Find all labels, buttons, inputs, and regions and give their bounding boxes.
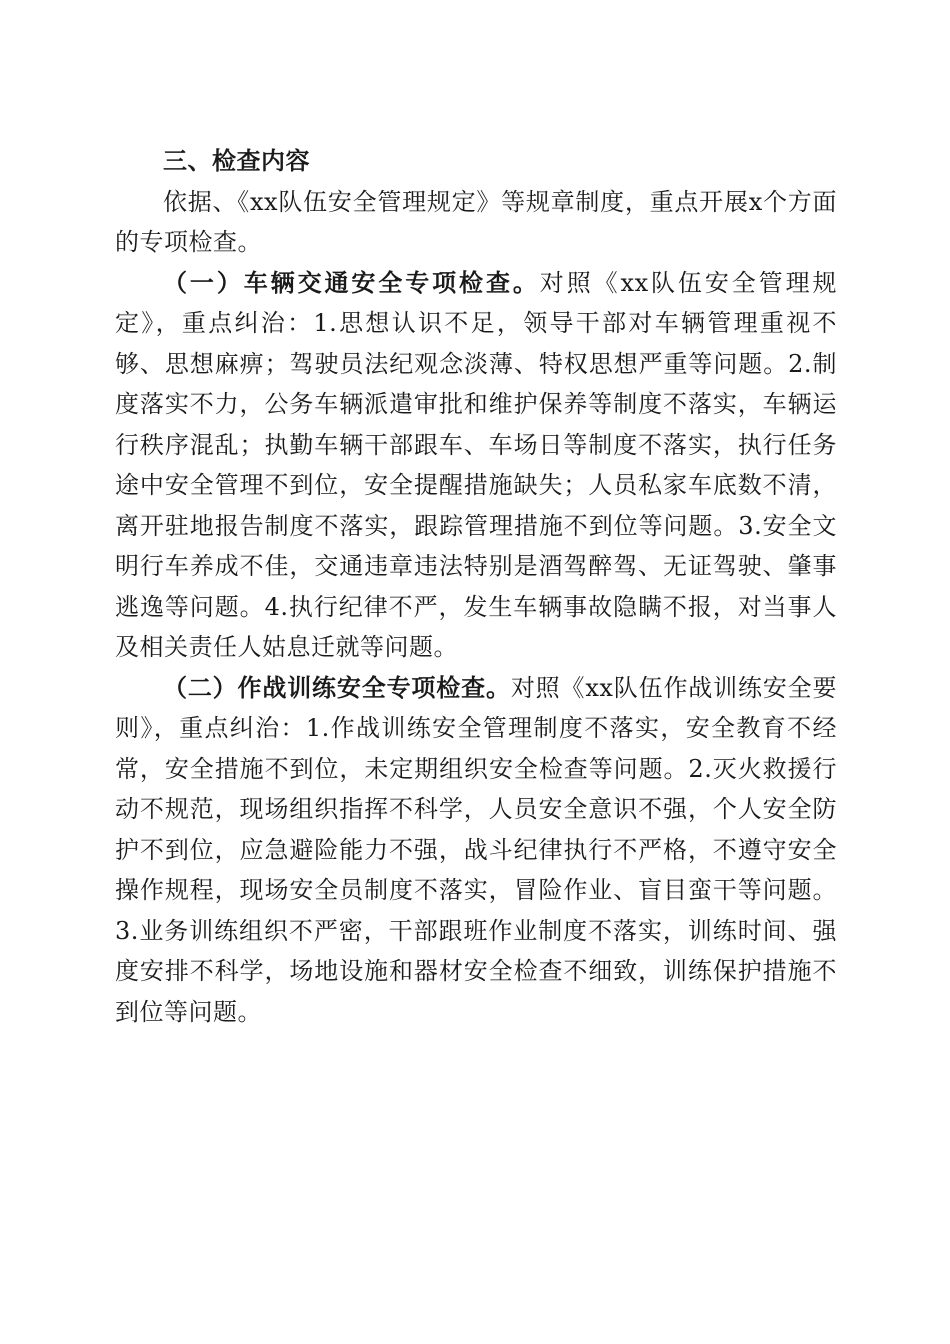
section-2-paragraph	[115, 668, 837, 1033]
section-1-paragraph	[115, 263, 837, 668]
section-heading: 三、检查内容	[163, 147, 310, 175]
section-2-title: （二）作战训练安全专项检查。	[163, 673, 511, 702]
section-1-body: 对照《xx队伍安全管理规定》，重点纠治：1.思想认识不足，领导干部对车辆管理重视不够、思想麻痹；驾驶员法纪观念淡薄、特权思想严重等问题。2.制度落实不力，公务车辆派遣审批和维护保养等制度不落实，车辆运行秩序混乱；执勤车辆干部跟车、车场日等制度不落实，执行任务途中安全管理不到位，安全提醒措施缺失；人员私家车底数不清，离开驻地报告制度不落实，跟踪管理措施不到位等问题。3.安全文明行车养成不佳，交通违章违法特别是酒驾醉驾、无证驾驶、肇事逃逸等问题。4.执行纪律不严，发生车辆事故隐瞒不报，对当事人及相关责任人姑息迁就等问题。	[115, 268, 838, 661]
section-2-body: 对照《xx队伍作战训练安全要则》，重点纠治：1.作战训练安全管理制度不落实，安全教育不经常，安全措施不到位，未定期组织安全检查等问题。2.灭火救援行动不规范，现场组织指挥不科学，人员安全意识不强，个人安全防护不到位，应急避险能力不强，战斗纪律执行不严格，不遵守安全操作规程，现场安全员制度不落实，冒险作业、盲目蛮干等问题。3.业务训练组织不严密，干部跟班作业制度不落实，训练时间、强度安排不科学，场地设施和器材安全检查不细致，训练保护措施不到位等问题。	[115, 673, 837, 1026]
section-1-title: （一）车辆交通安全专项检查。	[163, 268, 540, 297]
intro-paragraph: 依据、《xx队伍安全管理规定》等规章制度，重点开展x个方面的专项检查。	[115, 187, 837, 256]
document-content	[115, 141, 837, 1032]
